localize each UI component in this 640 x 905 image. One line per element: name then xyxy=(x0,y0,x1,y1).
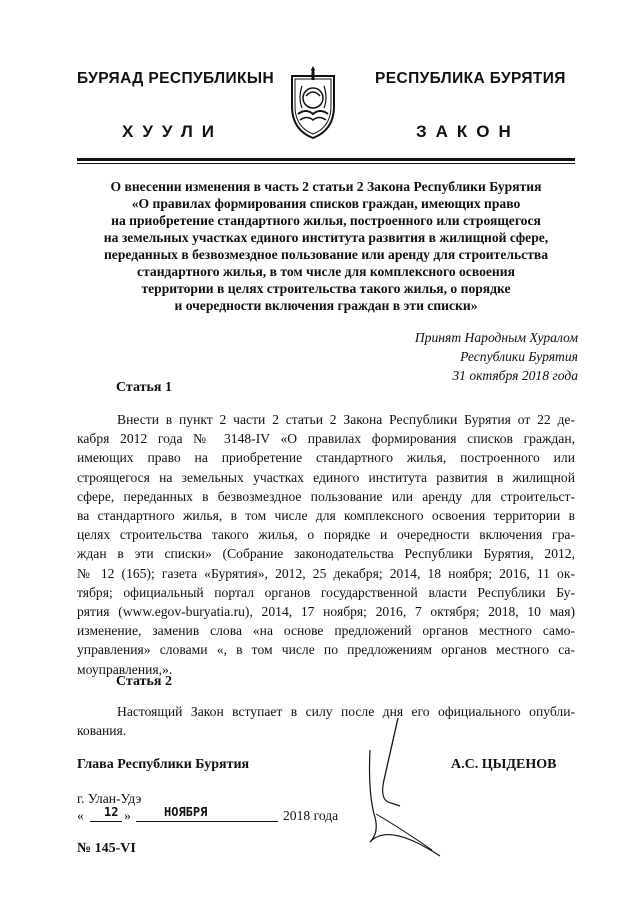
article-2-heading: Статья 2 xyxy=(116,674,172,689)
adoption-note xyxy=(415,328,578,385)
article-2-line: Настоящий Закон вступает в силу после дня его официального опубли- xyxy=(117,704,575,719)
header-left-title: БУРЯАД РЕСПУБЛИКЫН xyxy=(77,70,275,87)
article-1-line: кабря 2012 года № 3148-IV «О правилах формирования списков граждан, xyxy=(77,431,575,447)
article-1-line: Внести в пункт 2 части 2 статьи 2 Закона Республики Бурятия от 22 де- xyxy=(117,412,575,427)
article-1-heading: Статья 1 xyxy=(116,380,172,395)
article-1-line: ва стандартного жилья, в том числе для комплексного освоения территории в xyxy=(77,508,575,524)
date-day-handwritten: 12 xyxy=(104,805,119,819)
article-1-line: целях строительства такого жилья, о порядке и очередности включения гра- xyxy=(77,527,575,543)
header-left-word: ХУУЛИ xyxy=(122,122,223,141)
title-line: О внесении изменения в часть 2 статьи 2 Закона Республики Бурятия xyxy=(110,179,542,194)
adoption-line: Принят Народным Хуралом xyxy=(414,330,578,345)
adoption-line: Республики Бурятия xyxy=(460,349,578,364)
title-line: на земельных участках единого института развития в жилищной сфере, xyxy=(103,230,549,245)
header-rule-thin xyxy=(77,163,575,164)
handwritten-signature xyxy=(340,710,450,860)
article-1-line: тября; официальный портал органов государственной власти Республики Бу- xyxy=(77,584,575,600)
month-underline xyxy=(136,821,278,822)
law-number: № 145-VI xyxy=(77,841,136,856)
date-year: 2018 года xyxy=(283,808,339,823)
article-1-text xyxy=(77,410,575,679)
article-1-line: № 12 (165); газета «Бурятия», 2012, 25 декабря; 2014, 18 ноября; 2016, 11 ок- xyxy=(77,565,575,581)
city: г. Улан-Удэ xyxy=(77,791,142,806)
date-quote-close: » xyxy=(124,808,131,823)
day-underline xyxy=(90,821,122,822)
signatory-position: Глава Республики Бурятия xyxy=(77,757,250,772)
article-1-line: управления» словами «, в том числе по предложениям органов местного са- xyxy=(77,642,575,658)
article-2-line: кования. xyxy=(77,723,127,739)
title-line: и очередности включения граждан в эти списки» xyxy=(174,298,478,313)
adoption-line: 31 октября 2018 года xyxy=(452,368,578,383)
article-2-text xyxy=(77,702,575,740)
signatory-name: А.С. ЦЫДЕНОВ xyxy=(451,757,557,772)
article-1-line: сфере, переданных в безвозмездное пользование или аренду для строительст- xyxy=(77,488,575,504)
title-line: переданных в безвозмездное пользование или аренду для строительства xyxy=(103,247,549,262)
header-right-title: РЕСПУБЛИКА БУРЯТИЯ xyxy=(375,70,566,87)
date-quote-open: « xyxy=(77,808,84,823)
article-1-line: строящегося на земельных участках единого института развития в жилищной xyxy=(77,469,575,485)
title-line: территории в целях строительства такого жилья, о порядке xyxy=(141,281,511,296)
coat-of-arms-emblem xyxy=(284,62,342,140)
article-1-line: рятия (www.egov-buryatia.ru), 2014, 17 ноября; 2016, 7 октября; 2018, 10 мая) xyxy=(77,604,575,620)
title-line: на приобретение стандартного жилья, построенного или строящегося xyxy=(111,213,541,228)
header-right-word: ЗАКОН xyxy=(416,122,520,141)
date-month-handwritten: НОЯБРЯ xyxy=(164,805,208,819)
header-rule-thick xyxy=(77,158,575,161)
law-title xyxy=(77,178,575,314)
article-1-line: ждан в эти списки» (Собрание законодательства Республики Бурятия, 2012, xyxy=(77,546,575,562)
article-1-line: имеющих право на приобретение стандартного жилья, построенного или xyxy=(77,450,575,466)
title-line: стандартного жилья, в том числе для комплексного освоения xyxy=(137,264,515,279)
article-1-line: изменение, заменив слова «на основе предложений органов местного само- xyxy=(77,623,575,639)
article-1-line: моуправления,». xyxy=(77,661,173,677)
title-line: «О правилах формирования списков граждан, имеющих право xyxy=(131,196,521,211)
